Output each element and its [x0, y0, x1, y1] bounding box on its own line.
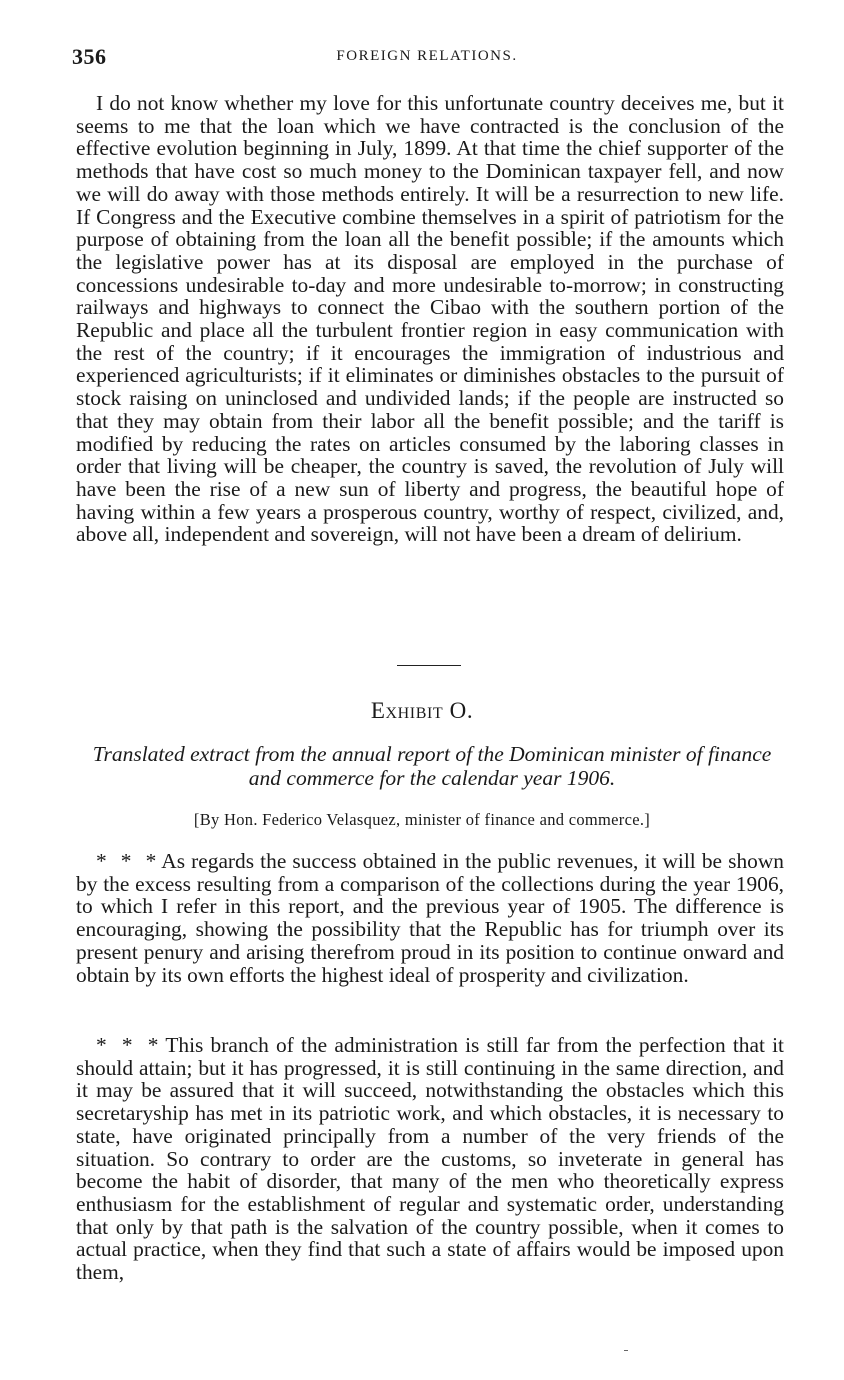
- paragraph-letter-closing: I do not know whether my love for this unfortunate country deceives me, but it seems to me that the loan which we have contracted is the conclusion of the effective evolution beginning in July, 1899. At that time the chief supporter of the methods that have cost so much money to the Dominican taxpayer fell, and now we will do away with those methods entirely. It will be a resurrection to new life. If Congress and the Executive combine themselves in a spirit of patriotism for the purpose of obtaining from the loan all the benefit possible; if the amounts which the legislative power has at its disposal are employed in the purchase of concessions undesirable to-day and more undesirable to-morrow; in constructing railways and highways to connect the Cibao with the southern portion of the Republic and place all the turbulent frontier region in easy communication with the rest of the country; if it encourages the immigration of industrious and experienced agriculturists; if it eliminates or diminishes obstacles to the pursuit of stock raising on uninclosed and undivided lands; if the people are instructed so that they may obtain from their labor all the benefit possible; and the tariff is modified by reducing the rates on articles consumed by the laboring classes in order that living will be cheaper, the country is saved, the revolution of July will have been the rise of a new sun of liberty and progress, the beautiful hope of having within a few years a prosperous country, worthy of respect, civilized, and, above all, independent and sovereign, will not have been a dream of delirium.: [76, 91, 784, 547]
- exhibit-heading: Exhibit O.: [370, 698, 474, 723]
- section-divider: [397, 665, 461, 666]
- paragraph-text: As regards the success obtained in the public revenues, it will be shown by the excess resulting from a comparison of the collections during the year 1906, to which I refer in this report, and the previous year of 1905. The difference is encouraging, showing the possibility that the Republic has for triumph over its present penury and arising therefrom proud in its position to continue onward and obtain by its own efforts the highest ideal of prosperity and civilization.: [76, 849, 785, 987]
- paragraph-public-revenues: [76, 850, 784, 986]
- ellipsis-stars: * * *: [96, 1033, 159, 1057]
- exhibit-byline: [By Hon. Federico Velasquez, minister of finance and commerce.]: [193, 810, 651, 829]
- page-number: 356: [72, 44, 107, 69]
- paragraph-administration: [76, 1034, 784, 1284]
- running-header: [72, 44, 782, 72]
- paragraph-text: This branch of the administration is still far from the perfection that it should attain; but it has progressed, it is still continuing in the same direction, and it may be assured that it will succeed, notwithstanding the obstacles which this secretaryship has met in its patriotic work, and which obstacles, it is necessary to state, have originated principally from a number of the very friends of the situation. So contrary to order are the customs, so inveterate in general has become the habit of disorder, that many of the men who theoretically express enthusiasm for the establishment of regular and systematic order, understanding that only by that path is the salvation of the country possible, when it comes to actual practice, when they find that such a state of affairs would be imposed upon them,: [76, 1033, 785, 1285]
- running-title: FOREIGN RELATIONS.: [336, 48, 518, 64]
- printer-mark: [624, 1350, 628, 1351]
- exhibit-subtitle: Translated extract from the annual report of the Dominican minister of finance and commerce for the calendar year 1906.: [92, 742, 772, 790]
- ellipsis-stars: * * *: [96, 849, 157, 873]
